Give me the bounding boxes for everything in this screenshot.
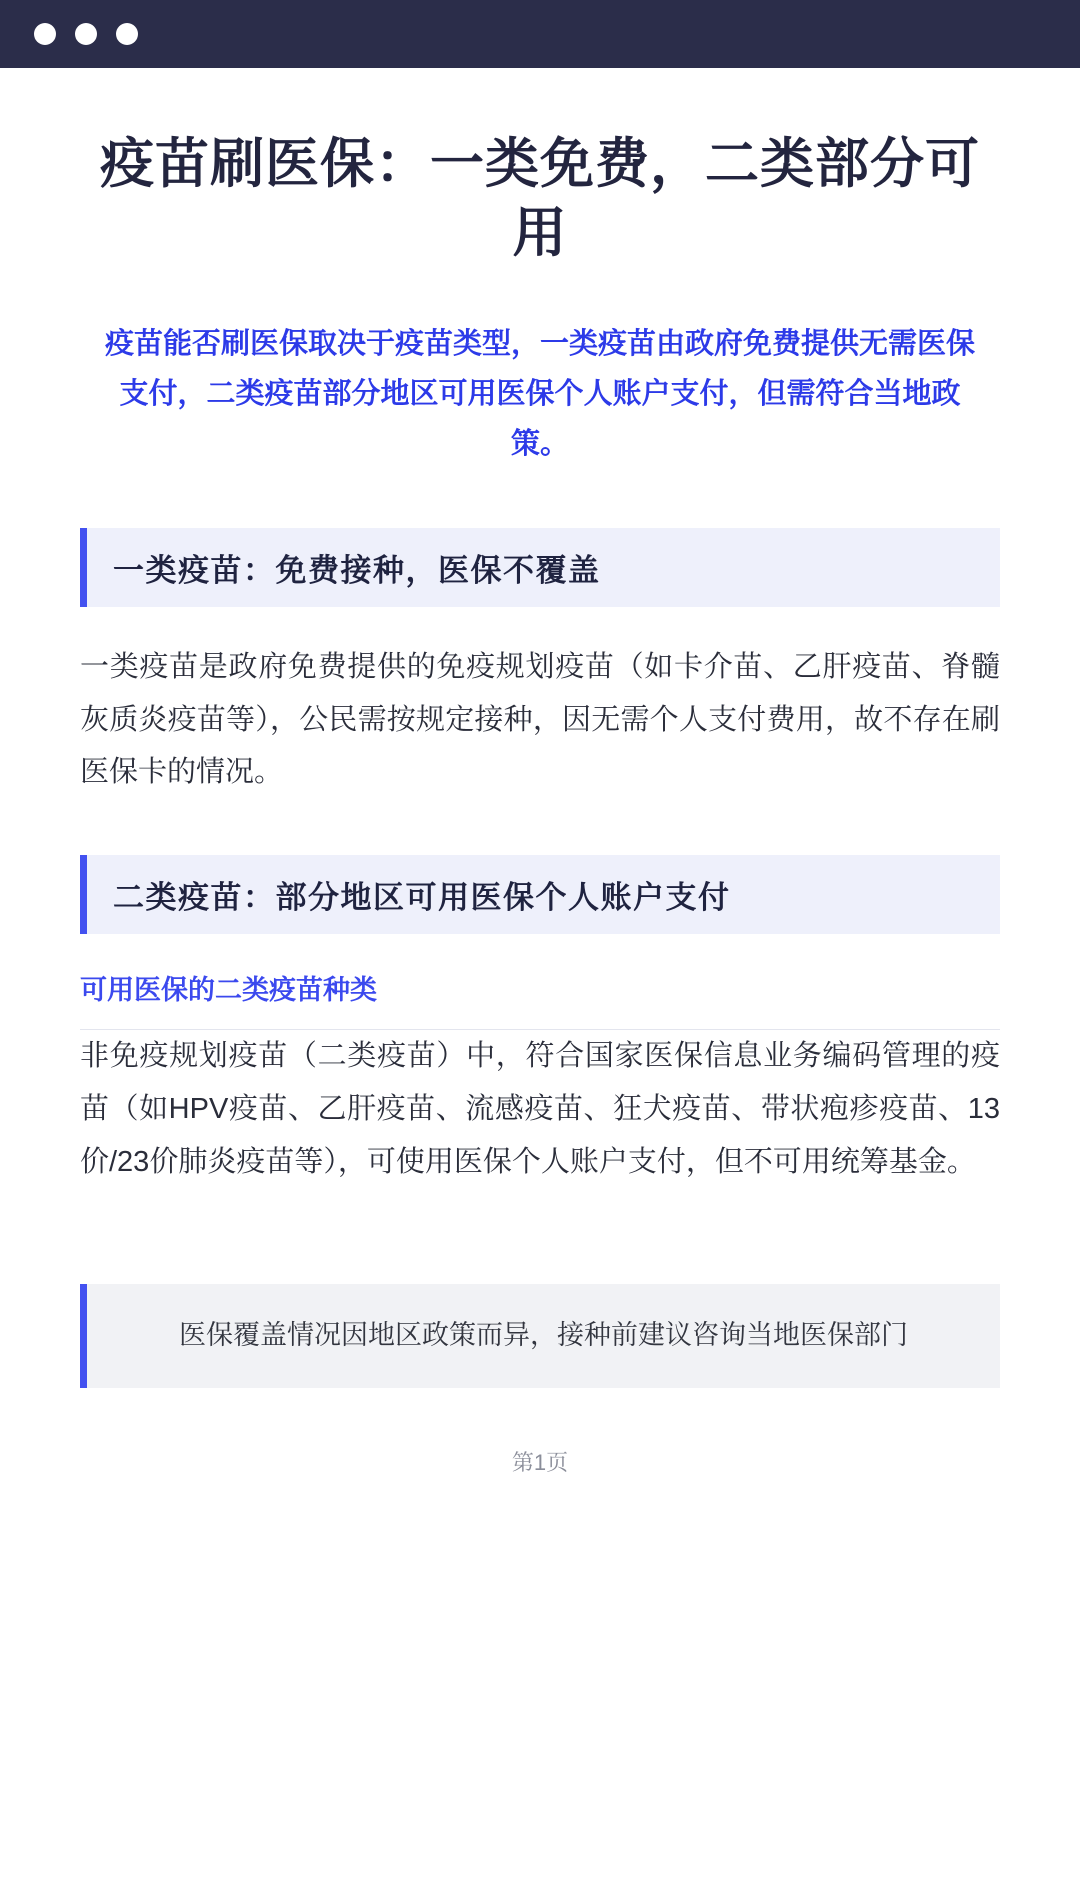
section-heading-type-two: 二类疫苗：部分地区可用医保个人账户支付 (80, 855, 1000, 934)
subsection-heading-covered-vaccines: 可用医保的二类疫苗种类 (80, 968, 1000, 1030)
window-dot-3-icon[interactable] (116, 23, 138, 45)
window-titlebar (0, 0, 1080, 68)
section-body-type-two: 非免疫规划疫苗（二类疫苗）中，符合国家医保信息业务编码管理的疫苗（如HPV疫苗、乙肝疫苗、流感疫苗、狂犬疫苗、带状疱疹疫苗、13价/23价肺炎疫苗等），可使用医保个人账户支付，但不可用统筹基金。 (80, 1040, 1000, 1178)
note-callout: 医保覆盖情况因地区政策而异，接种前建议咨询当地医保部门 (80, 1284, 1000, 1387)
document-content (0, 68, 1080, 1883)
page-title: 疫苗刷医保：一类免费，二类部分可用 (100, 134, 980, 264)
section-heading-type-one: 一类疫苗：免费接种，医保不覆盖 (80, 528, 1000, 607)
page-number-label: 第1页 (511, 1449, 569, 1475)
window-dot-2-icon[interactable] (75, 23, 97, 45)
window-dot-1-icon[interactable] (34, 23, 56, 45)
summary-paragraph: 疫苗能否刷医保取决于疫苗类型，一类疫苗由政府免费提供无需医保支付，二类疫苗部分地区可用医保个人账户支付，但需符合当地政策。 (104, 328, 975, 460)
section-body-type-one: 一类疫苗是政府免费提供的免疫规划疫苗（如卡介苗、乙肝疫苗、脊髓灰质炎疫苗等），公民需按规定接种，因无需个人支付费用，故不存在刷医保卡的情况。 (80, 650, 1000, 789)
